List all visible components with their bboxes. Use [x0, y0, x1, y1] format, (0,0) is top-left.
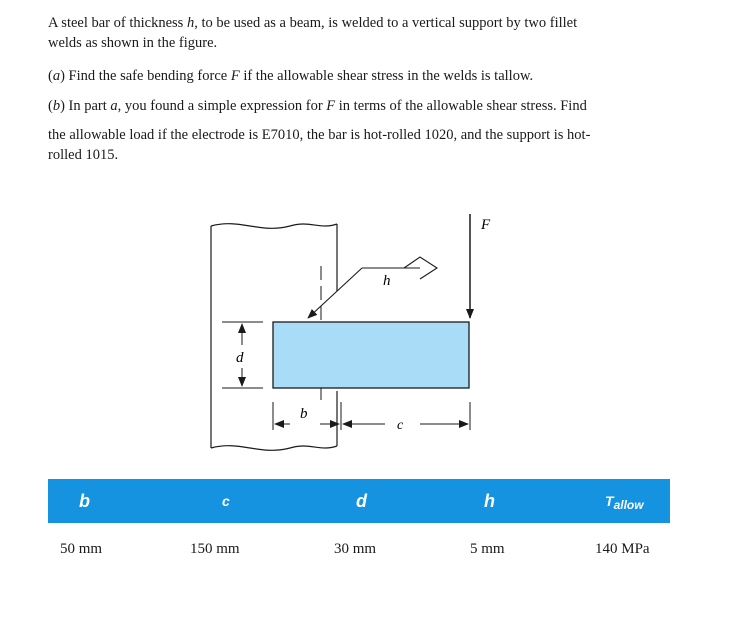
- header-c: c: [222, 493, 230, 509]
- table-header: [48, 479, 670, 523]
- problem-part-b-line1: (b) In part a, you found a simple expression for F in terms of the allowable shear stress. Find: [48, 98, 587, 114]
- beam-bar: [273, 322, 469, 388]
- problem-part-b-line2: the allowable load if the electrode is E7010, the bar is hot-rolled 1020, and the support is hot- rolled 1015.: [48, 127, 591, 163]
- header-h: h: [484, 491, 495, 511]
- label-d: d: [236, 350, 244, 366]
- dimension-c: [343, 402, 470, 430]
- label-c: c: [397, 418, 404, 433]
- label-h: h: [383, 273, 391, 289]
- weld-symbol: [308, 257, 437, 318]
- label-F: F: [481, 217, 491, 233]
- value-tau-allow: 140 MPa: [595, 541, 650, 557]
- value-d: 30 mm: [334, 541, 377, 557]
- value-c: 150 mm: [190, 541, 240, 557]
- problem-intro: A steel bar of thickness h, to be used as a beam, is welded to a vertical support by two fillet welds as shown in the figure.: [48, 15, 578, 51]
- header-b: b: [79, 491, 90, 511]
- value-b: 50 mm: [60, 541, 103, 557]
- header-d: d: [356, 491, 367, 511]
- label-b: b: [300, 406, 308, 422]
- value-h: 5 mm: [470, 541, 505, 557]
- problem-part-a: (a) Find the safe bending force F if the allowable shear stress in the welds is tallow.: [48, 68, 534, 84]
- header-tau-allow: $T_{allow}$: [605, 493, 644, 512]
